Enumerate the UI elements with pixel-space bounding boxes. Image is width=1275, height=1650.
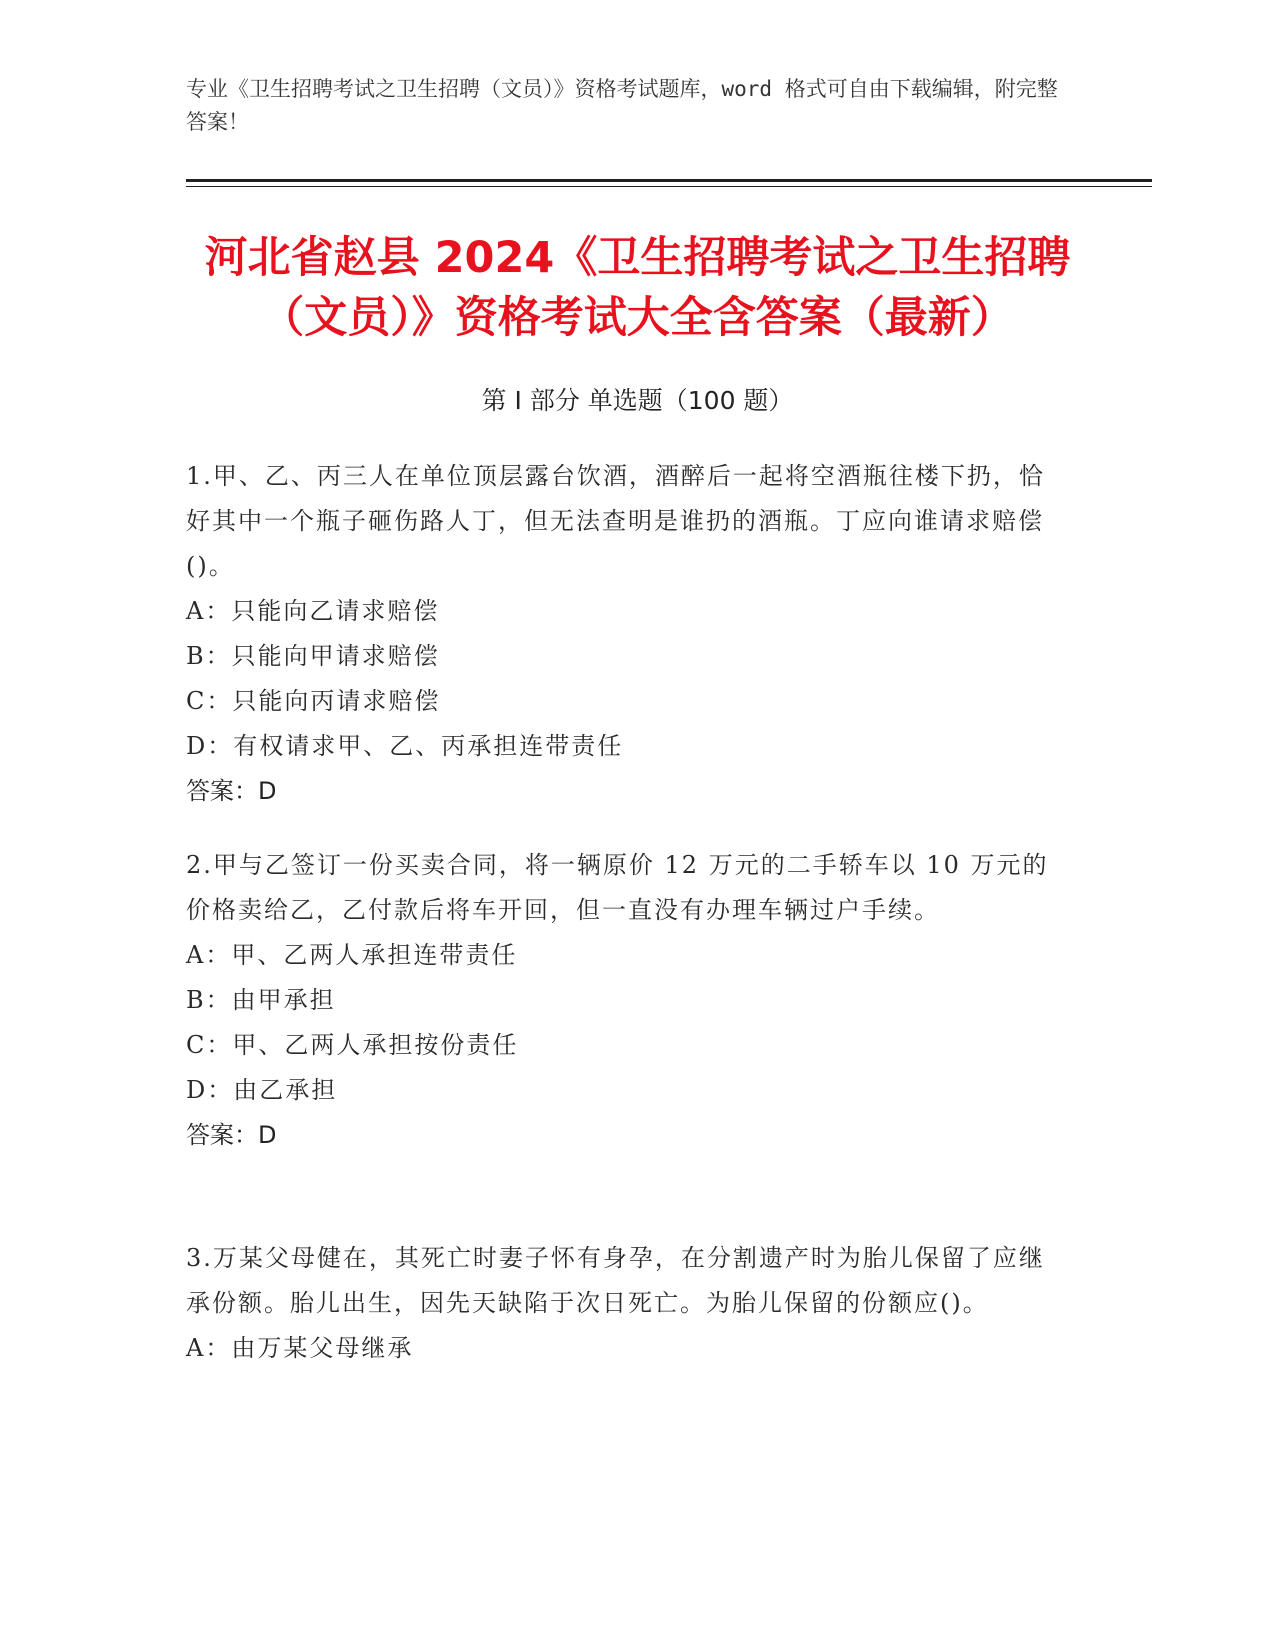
answer: 答案：D	[186, 1121, 277, 1149]
option-a: A：由万某父母继承	[186, 1334, 414, 1362]
option-d: D：有权请求甲、乙、丙承担连带责任	[186, 732, 624, 760]
option-c: C：只能向丙请求赔偿	[186, 687, 441, 715]
option-a: A：只能向乙请求赔偿	[186, 597, 440, 625]
option-b: B：由甲承担	[186, 986, 336, 1014]
header-rule-thin	[186, 186, 1152, 187]
question-stem: 3.万某父母健在，其死亡时妻子怀有身孕，在分割遗产时为胎儿保留了应继承份额。胎儿出生，因先天缺陷于次日死亡。为胎儿保留的份额应()。	[186, 1244, 1045, 1317]
option-d: D：由乙承担	[186, 1076, 338, 1104]
header-note: 专业《卫生招聘考试之卫生招聘（文员）》资格考试题库，word 格式可自由下载编辑，附完整答案！	[186, 77, 1058, 134]
option-b: B：只能向甲请求赔偿	[186, 642, 440, 670]
question-1	[186, 454, 1066, 814]
document-title	[150, 228, 1125, 348]
section-title: 第 I 部分 单选题（100 题）	[481, 386, 794, 415]
question-3	[186, 1236, 1066, 1371]
option-a: A：甲、乙两人承担连带责任	[186, 941, 518, 969]
header-rule-thick	[186, 179, 1152, 182]
option-c: C：甲、乙两人承担按份责任	[186, 1031, 519, 1059]
document-title-line1: 河北省赵县 2024《卫生招聘考试之卫生招聘	[204, 233, 1071, 283]
question-stem: 1.甲、乙、丙三人在单位顶层露台饮酒，酒醉后一起将空酒瓶往楼下扔，恰好其中一个瓶子砸伤路人丁，但无法查明是谁扔的酒瓶。丁应向谁请求赔偿()。	[186, 462, 1045, 580]
question-stem: 2.甲与乙签订一份买卖合同，将一辆原价 12 万元的二手轿车以 10 万元的价格卖给乙，乙付款后将车开回，但一直没有办理车辆过户手续。	[186, 851, 1049, 924]
document-title-line2: （文员）》资格考试大全含答案（最新）	[261, 293, 1014, 343]
answer: 答案：D	[186, 777, 277, 805]
question-2	[186, 843, 1066, 1158]
